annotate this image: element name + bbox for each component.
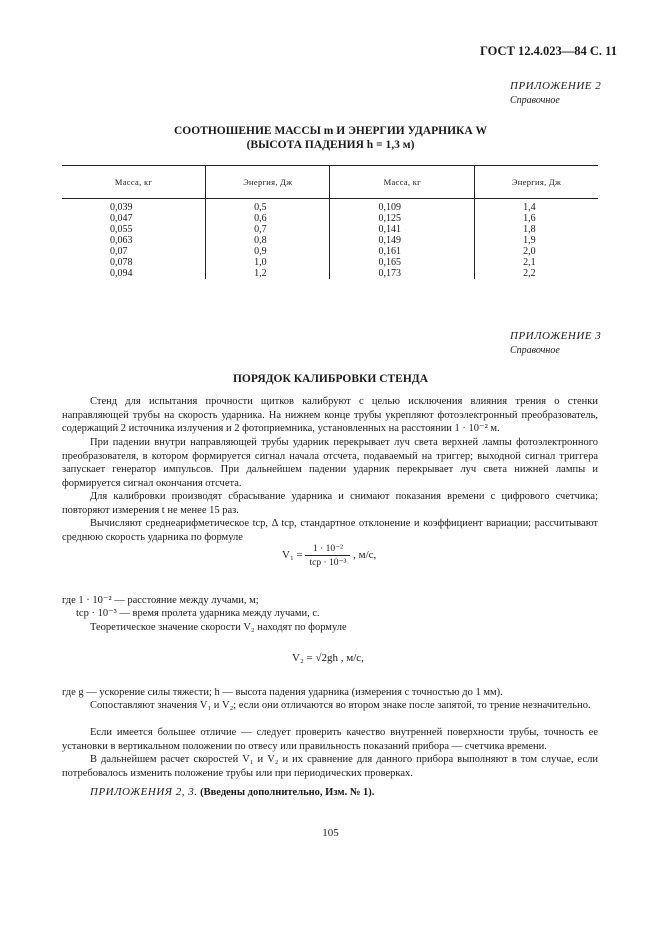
paragraph-5: Теоретическое значение скорости V₂ находят по формуле: [90, 622, 347, 633]
annex-3-subtitle: Справочное: [510, 345, 560, 356]
mass-energy-table: [62, 165, 598, 279]
paragraph-4: Вычисляют среднеарифметическое tср, Δ tср, стандартное отклонение и коэффициент вариации; рассчитывают среднюю скорость ударника по формуле: [62, 518, 598, 543]
paragraph-2: При падении внутри направляющей трубы ударник перекрывает луч света верхней лампы фотоэлектронного преобразователя, в котором формируется сигнал начала отсчета, подаваемый на триггер; выходной сигнал триггера запускает генератор импульсов. При дальнейшем падении ударник перекрывает луч света нижней лампы и формируется сигнал окончания отсчета.: [62, 437, 598, 489]
section-title: ПОРЯДОК КАЛИБРОВКИ СТЕНДА: [232, 373, 429, 385]
formula-v1-lhs: V₁ =: [282, 549, 303, 562]
table-cell: 2,1: [475, 257, 598, 268]
formula-v1-unit: , м/с,: [353, 549, 377, 562]
table-cell: 2,0: [475, 246, 598, 257]
table-cell: 0,161: [330, 246, 475, 257]
paragraph-6: где g — ускорение силы тяжести; h — высота падения ударника (измерения с точностью до 1 мм).: [62, 687, 503, 698]
table-cell: 1,0: [206, 257, 330, 268]
where-line-2: tср · 10⁻³ — время пролета ударника между лучами, с.: [76, 608, 320, 619]
table-cell: 0,063: [110, 235, 133, 246]
table-cell: 0,055: [110, 224, 133, 235]
header-energy-2: Энергия, Дж: [475, 166, 598, 199]
paragraph-9: В дальнейшем расчет скоростей V₁ и V₂ и их сравнение для данного прибора выполняют в том случае, если потребовалось изменить положение трубы или при периодических проверках.: [62, 754, 598, 779]
table-cell: 0,9: [206, 246, 330, 257]
table-cell: 0,109: [330, 199, 475, 214]
table-cell: 0,141: [330, 224, 475, 235]
header-energy-1: Энергия, Дж: [206, 166, 330, 199]
table-cell: 0,7: [206, 224, 330, 235]
table-row: [62, 268, 598, 279]
table-cell: 2,2: [475, 268, 598, 279]
table-cell: 1,2: [206, 268, 330, 279]
formula-v1-fraction: [305, 543, 350, 568]
table-cell: 0,8: [206, 235, 330, 246]
table-cell: 0,039: [110, 202, 133, 213]
document-header: ГОСТ 12.4.023—84 С. 11: [480, 44, 617, 58]
table-header-row: [62, 166, 598, 199]
table-cell: 1,9: [475, 235, 598, 246]
table-cell: 1,4: [475, 199, 598, 214]
amendment-note: [90, 786, 374, 798]
header-mass-2: Масса, кг: [330, 166, 475, 199]
table-cell: 1,8: [475, 224, 598, 235]
where-line-1: где 1 · 10⁻² — расстояние между лучами, м;: [62, 595, 259, 606]
annex-2-subtitle: Справочное: [510, 95, 560, 106]
annex-3-title: ПРИЛОЖЕНИЕ 3: [510, 330, 602, 342]
table-row: [62, 257, 598, 268]
annex-2-title: ПРИЛОЖЕНИЕ 2: [510, 80, 602, 92]
header-mass-1: Масса, кг: [62, 166, 206, 199]
page-number: 105: [322, 827, 339, 839]
table-cell: 0,047: [110, 213, 133, 224]
table-row: [62, 199, 598, 214]
paragraph-3: Для калибровки производят сбрасывание ударника и снимают показания времени с цифрового счетчика; повторяют измерения t не менее 15 раз.: [62, 491, 598, 516]
table-cell: 0,6: [206, 213, 330, 224]
table-cell: 0,078: [110, 257, 133, 268]
table-cell: 1,6: [475, 213, 598, 224]
paragraph-7: Сопоставляют значения V₁ и V₂; если они отличаются во втором знаке после запятой, то трение незначительно.: [90, 700, 591, 711]
formula-v1: [282, 543, 376, 568]
table-cell: 0,07: [110, 246, 128, 257]
table-cell: 0,5: [206, 199, 330, 214]
formula-v1-numerator: 1 · 10⁻²: [305, 543, 350, 556]
table-cell: 0,125: [330, 213, 475, 224]
table-title-line-2: (ВЫСОТА ПАДЕНИЯ h = 1,3 м): [246, 139, 415, 151]
table-row: [62, 246, 598, 257]
amendment-note-annexes: ПРИЛОЖЕНИЯ 2, 3.: [90, 786, 198, 798]
table-row: [62, 213, 598, 224]
table-title-line-1: СООТНОШЕНИЕ МАССЫ m И ЭНЕРГИИ УДАРНИКА W: [173, 125, 488, 137]
table-row: [62, 224, 598, 235]
formula-v1-denominator: tср · 10⁻³: [309, 558, 347, 568]
paragraph-8: Если имеется большее отличие — следует проверить качество внутренней поверхности трубы, точность ее установки в вертикальном положении по отвесу или правильность показаний прибора — счетчика времени.: [62, 727, 598, 752]
formula-v2: V₂ = √2gh , м/с,: [292, 652, 364, 664]
table-row: [62, 235, 598, 246]
table-cell: 0,173: [330, 268, 475, 279]
table-cell: 0,094: [110, 268, 133, 279]
table-title: [0, 124, 661, 152]
table-cell: 0,149: [330, 235, 475, 246]
amendment-note-text: (Введены дополнительно, Изм. № 1).: [200, 787, 375, 798]
table-cell: 0,165: [330, 257, 475, 268]
paragraph-1: Стенд для испытания прочности щитков калибруют с целью исключения влияния трения о стенки направляющей трубы на скорость ударника. На нижнем конце трубы укрепляют фотоэлектронный преобразователь, содержащий 2 источника излучения и 2 фотоприемника, установленных на расстоянии 1 · 10⁻² м.: [62, 396, 598, 434]
